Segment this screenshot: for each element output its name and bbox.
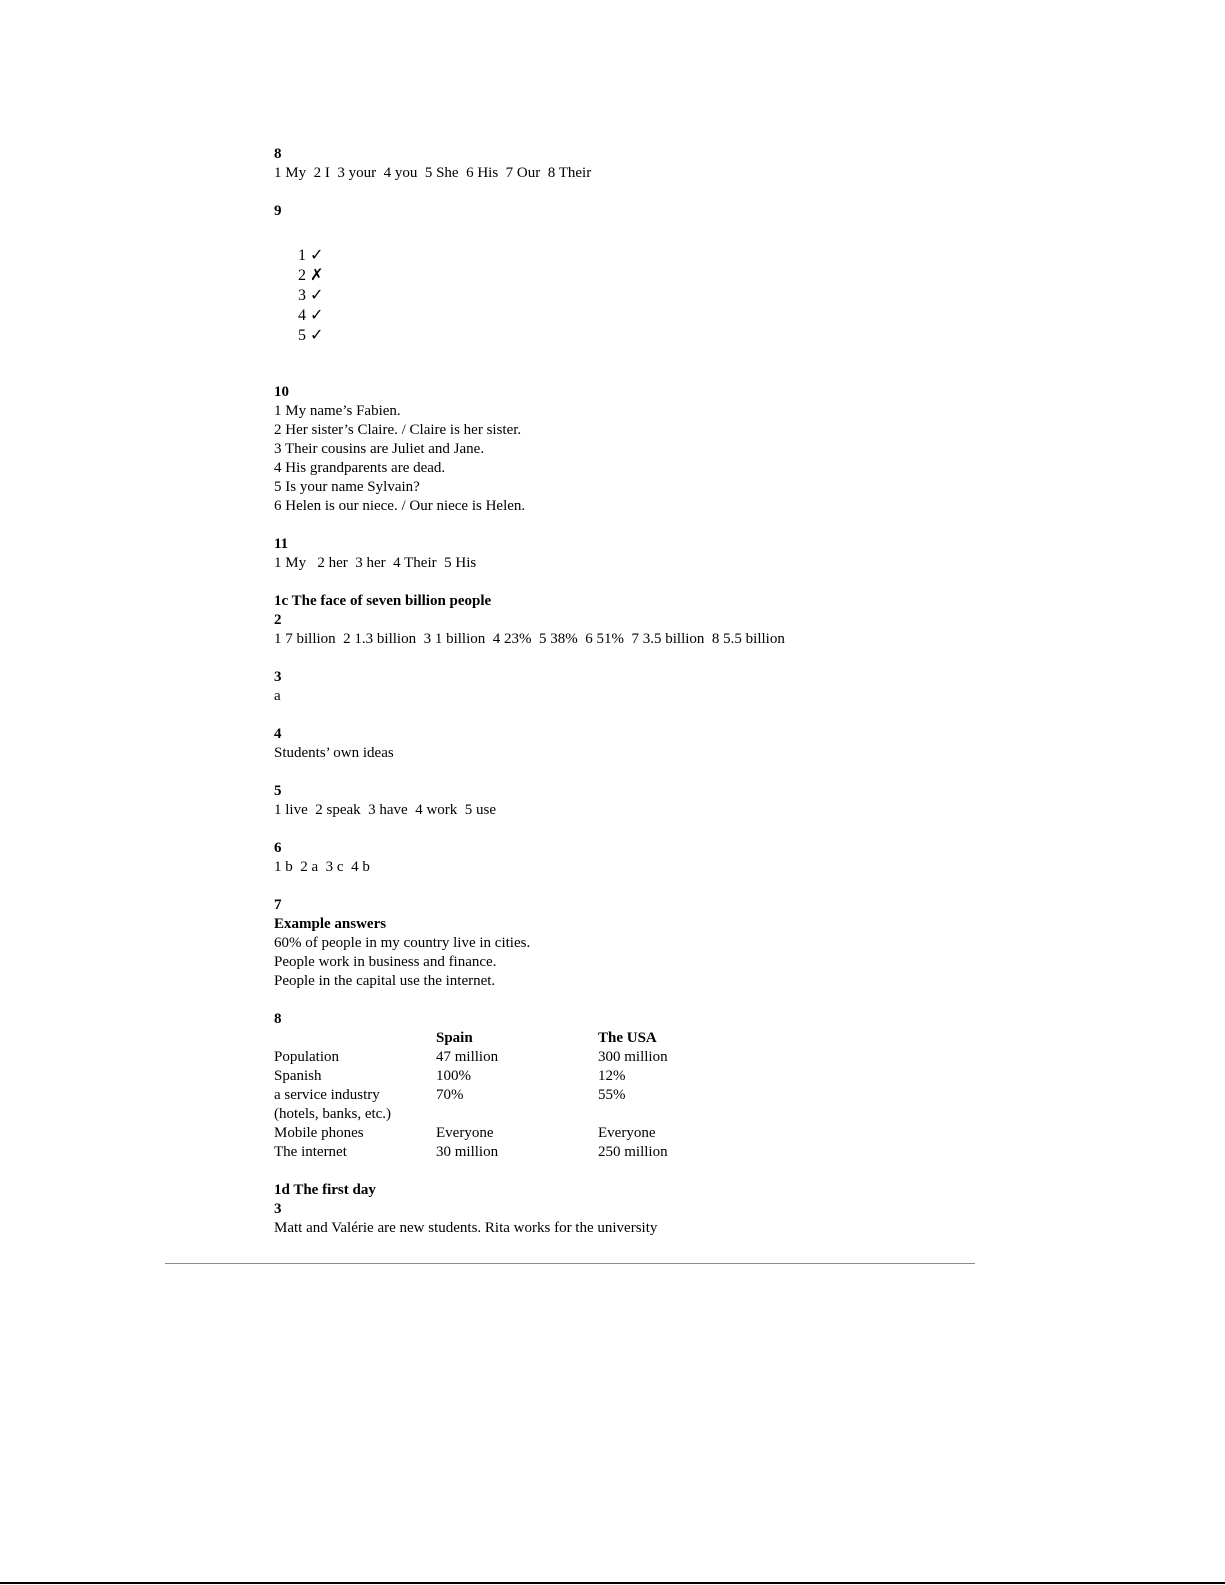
exercise-number: 6	[274, 840, 282, 856]
table-header-cell	[274, 1029, 436, 1048]
table-cell: 47 million	[436, 1049, 499, 1065]
table-cell: 12%	[598, 1068, 626, 1084]
table-cell	[598, 1105, 758, 1124]
table-cell: (hotels, banks, etc.)	[274, 1106, 392, 1122]
table-cell: 300 million	[598, 1049, 668, 1065]
table-cell: a service industry	[274, 1087, 380, 1103]
section-1d-block	[274, 1181, 974, 1238]
footer-divider	[165, 1263, 975, 1264]
check-item	[298, 245, 323, 265]
item-number: 2	[298, 267, 306, 284]
table-cell: Everyone	[436, 1125, 494, 1141]
answer-key-page	[274, 145, 974, 1257]
comparison-table	[274, 1029, 758, 1162]
answer-line: 3 Their cousins are Juliet and Jane.	[274, 441, 485, 457]
section-1c-ex2-block	[274, 592, 974, 649]
table-cell	[436, 1105, 598, 1124]
exercise-8-block	[274, 145, 974, 183]
item-number: 3	[298, 287, 306, 304]
exercise-number: 9	[274, 203, 282, 219]
table-cell: The internet	[274, 1144, 347, 1160]
subheading: Example answers	[274, 916, 387, 932]
table-header-cell: Spain	[436, 1030, 473, 1046]
check-icon: ✓	[310, 285, 324, 304]
table-row	[274, 1105, 758, 1124]
table-cell: 30 million	[436, 1144, 499, 1160]
check-item	[298, 325, 323, 345]
answer-line: People work in business and finance.	[274, 954, 497, 970]
exercise-number: 3	[274, 1201, 282, 1217]
exercise-answer: 1 My 2 I 3 your 4 you 5 She 6 His 7 Our 8 Their	[274, 165, 592, 181]
exercise-answer: Students’ own ideas	[274, 745, 394, 761]
answer-line: People in the capital use the internet.	[274, 973, 496, 989]
exercise-7-block	[274, 896, 974, 991]
table-row	[274, 1086, 758, 1105]
exercise-answer: 1 live 2 speak 3 have 4 work 5 use	[274, 802, 497, 818]
answer-line: 6 Helen is our niece. / Our niece is Helen.	[274, 498, 526, 514]
table-row	[274, 1143, 758, 1162]
section-heading: 1d The first day	[274, 1182, 376, 1198]
table-cell: Spanish	[274, 1068, 322, 1084]
table-cell: 100%	[436, 1068, 471, 1084]
section-heading: 1c The face of seven billion people	[274, 593, 492, 609]
exercise-number: 2	[274, 612, 282, 628]
exercise-number: 8	[274, 1011, 282, 1027]
table-row	[274, 1067, 758, 1086]
exercise-number: 4	[274, 726, 282, 742]
exercise-4-block	[274, 725, 974, 763]
table-cell: Everyone	[598, 1125, 656, 1141]
exercise-number: 8	[274, 146, 282, 162]
exercise-11-block	[274, 535, 974, 573]
cross-icon: ✗	[310, 265, 324, 284]
answer-line: 2 Her sister’s Claire. / Claire is her sister.	[274, 422, 522, 438]
exercise-6-block	[274, 839, 974, 877]
exercise-9-block	[274, 202, 974, 364]
exercise-10-block	[274, 383, 974, 516]
item-number: 5	[298, 327, 306, 344]
exercise-8-table-block	[274, 1010, 974, 1162]
exercise-number: 11	[274, 536, 289, 552]
answer-line: 5 Is your name Sylvain?	[274, 479, 420, 495]
exercise-answer: 1 7 billion 2 1.3 billion 3 1 billion 4 23% 5 38% 6 51% 7 3.5 billion 8 5.5 billion	[274, 631, 785, 647]
item-number: 4	[298, 307, 306, 324]
exercise-number: 10	[274, 384, 289, 400]
check-icon: ✓	[310, 325, 324, 344]
page-bottom-border	[0, 1582, 1225, 1584]
table-cell: 70%	[436, 1087, 464, 1103]
check-item	[298, 305, 323, 325]
exercise-number: 5	[274, 783, 282, 799]
table-cell: 55%	[598, 1087, 626, 1103]
exercise-answer: a	[274, 688, 281, 704]
check-item	[298, 265, 323, 285]
table-cell: Mobile phones	[274, 1125, 364, 1141]
table-cell: Population	[274, 1049, 340, 1065]
answer-line: 1 My name’s Fabien.	[274, 403, 401, 419]
answer-line: 60% of people in my country live in cities.	[274, 935, 531, 951]
table-header-cell: The USA	[598, 1030, 657, 1046]
table-cell: 250 million	[598, 1144, 668, 1160]
table-row	[274, 1124, 758, 1143]
answer-line: 4 His grandparents are dead.	[274, 460, 446, 476]
exercise-answer: Matt and Valérie are new students. Rita works for the university	[274, 1220, 658, 1236]
table-header-row	[274, 1029, 758, 1048]
exercise-answer: 1 b 2 a 3 c 4 b	[274, 859, 370, 875]
check-answers	[274, 226, 974, 364]
exercise-3-block	[274, 668, 974, 706]
item-number: 1	[298, 247, 306, 264]
check-icon: ✓	[310, 245, 324, 264]
table-row	[274, 1048, 758, 1067]
exercise-number: 3	[274, 669, 282, 685]
exercise-5-block	[274, 782, 974, 820]
check-item	[298, 285, 323, 305]
check-icon: ✓	[310, 305, 324, 324]
exercise-answer: 1 My 2 her 3 her 4 Their 5 His	[274, 555, 477, 571]
exercise-number: 7	[274, 897, 282, 913]
